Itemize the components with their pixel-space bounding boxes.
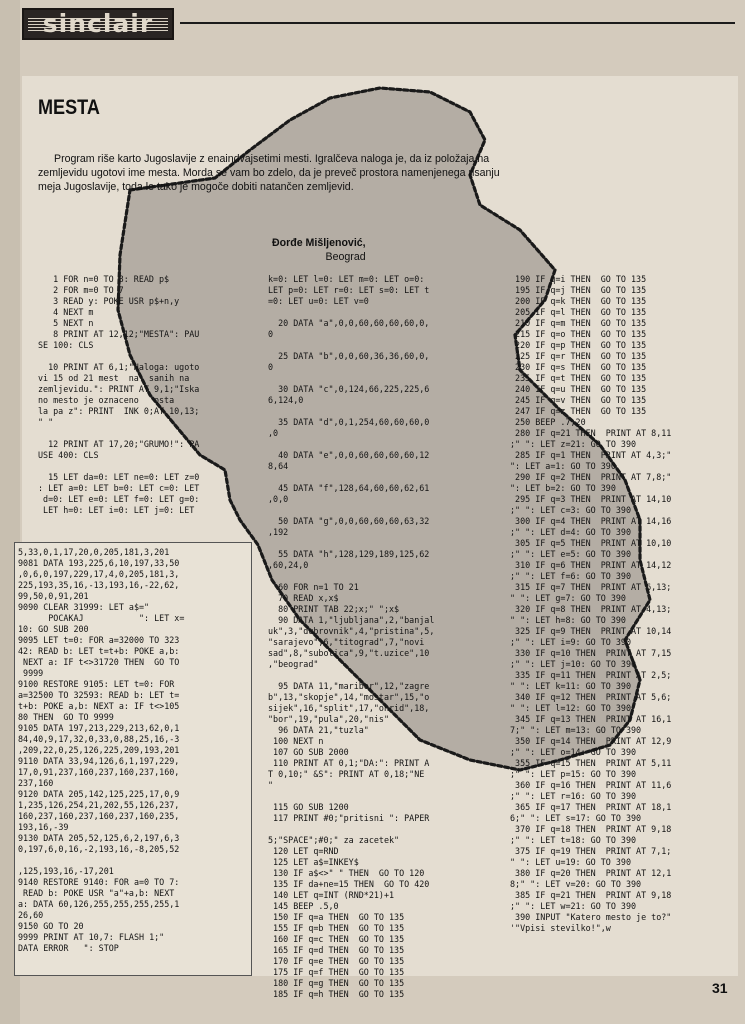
article-title: MESTA	[38, 96, 100, 119]
article-intro: Program riše karto Jugoslavije z enaindvajsetimi mesti. Igralčeva naloga je, da iz položaja na zemljevidu ugotovi ime mesta. Morda se vam bo zdelo, da je preveč prostora namenjenega risanju meja Jugoslavije, toda le tako je mogoče dobiti natančen zemljevid.	[38, 153, 500, 193]
author-city: Beograd	[325, 251, 366, 263]
author-name: Đorđe Mišljenović,	[272, 237, 366, 249]
listing-column-1: 1 FOR n=0 TO 8: READ p$ 2 FOR m=0 TO 7 3 READ y: POKE USR p$+n,y 4 NEXT m 5 NEXT n 8 PRINT AT 12,12;"MESTA": PAU SE 100: CLS 10 PRINT AT 6,1;"Naloga: ugoto vi 15 od 21 mest na sanih na zemljevidu.": PRINT AT 9,1;"Iska no mesto je oznaceno osta la pa z": PRINT INK 0;AT 10,13; " " 12 PRINT AT 17,20;"GRUMO!": PA USE 400: CLS 15 LET da=0: LET ne=0: LET z=0 : LET a=0: LET b=0: LET c=0: LET d=0: LET e=0: LET f=0: LET g=0: LET h=0: LET i=0: LET j=0: LET	[38, 274, 200, 515]
listing-column-3: 190 IF q=i THEN GO TO 135 195 IF q=j THEN GO TO 135 200 IF q=k THEN GO TO 135 205 IF q=l THEN GO TO 135 210 IF q=m THEN GO TO 135 215 IF q=o THEN GO TO 135 220 IF q=p THEN GO TO 135 225 IF q=r THEN GO TO 135 230 IF q=s THEN GO TO 135 235 IF q=t THEN GO TO 135 240 IF q=u THEN GO TO 135 245 IF q=v THEN GO TO 135 247 IF q=z THEN GO TO 135 250 BEEP .7,20 280 IF q=21 THEN PRINT AT 8,11 ;" ": LET z=21: GO TO 390 285 IF q=1 THEN PRINT AT 4,3;" ": LET a=1: GO TO 390 290 IF q=2 THEN PRINT AT 7,8;" ": LET b=2: GO TO 390 295 IF q=3 THEN PRINT AT 14,10 ;" ": LET c=3: GO TO 390 300 IF q=4 THEN PRINT AT 14,16 ;" ": LET d=4: GO TO 390 305 IF q=5 THEN PRINT AT 10,10 ;" ": LET e=5: GO TO 390 310 IF q=6 THEN PRINT AT 14,12 ;" ": LET f=6: GO TO 390 315 IF q=7 THEN PRINT AT 6,13; " ": LET g=7: GO TO 390 320 IF q=8 THEN PRINT AT 4,13; " ": LET h=8: GO TO 390 325 IF q=9 THEN PRINT AT 10,14 ;" ": LET i=9: GO TO 390 330 IF q=10 THEN PRINT AT 7,15 ;" ": LET j=10: GO TO 390 335 IF q=11 THEN PRINT AT 2,5; " ": LET k=11: GO TO 390 340 IF q=12 THEN PRINT AT 5,6; " ": LET l=12: GO TO 390 345 IF q=13 THEN PRINT AT 16,1 7;" ": LET m=13: GO TO 390 350 IF q=14 THEN PRINT AT 12,9 ;" ": LET o=14: GO TO 390 355 IF q=15 THEN PRINT AT 5,11 ;" ": LET p=15: GO TO 390 360 IF q=16 THEN PRINT AT 11,6 ;" ": LET r=16: GO TO 390 365 IF q=17 THEN PRINT AT 18,1 6;" ": LET s=17: GO TO 390 370 IF q=18 THEN PRINT AT 9,18 ;" ": LET t=18: GO TO 390 375 IF q=19 THEN PRINT AT 7,1; " ": LET u=19: GO TO 390 380 IF q=20 THEN PRINT AT 12,1 8;" ": LET v=20: GO TO 390 385 IF q=21 THEN PRINT AT 9,18 ;" ": LET w=21: GO TO 390 390 INPUT "Katero mesto je to?" '"Vpisi stevilko!",w	[510, 274, 672, 933]
page-number: 31	[712, 980, 728, 996]
logo-text: sinclair	[42, 9, 154, 38]
listing-column-4: 5,33,0,1,17,20,0,205,181,3,201 9081 DATA 193,225,6,10,197,33,50 ,0,6,0,197,229,17,4,0,205,181,3, 225,193,35,16,-13,193,16,-22,62, 99,50,0,91,201 9090 CLEAR 31999: LET a$=" POCAKAJ ": LET x= 10: GO SUB 200 9095 LET t=0: FOR a=32000 TO 323 42: READ b: LET t=t+b: POKE a,b: NEXT a: IF t<>31720 THEN GO TO 9999 9100 RESTORE 9105: LET t=0: FOR a=32500 TO 32593: READ b: LET t= t+b: POKE a,b: NEXT a: IF t<>105 80 THEN GO TO 9999 9105 DATA 197,213,229,213,62,0,1 84,40,9,17,32,0,33,0,88,25,16,-3 ,209,22,0,25,126,225,209,193,201 9110 DATA 33,94,126,6,1,197,229, 17,0,91,237,160,237,160,237,160, 237,160 9120 DATA 205,142,125,225,17,0,9 1,235,126,254,21,202,55,126,237, 160,237,160,237,160,237,160,235, 193,16,-39 9130 DATA 205,52,125,6,2,197,6,3 0,197,6,0,16,-2,193,16,-8,205,52 ,125,193,16,-17,201 9140 RESTORE 9140: FOR a=0 TO 7: READ b: POKE USR "a"+a,b: NEXT a: DATA 60,126,255,255,255,255,1 26,60 9150 GO TO 20 9999 PRINT AT 10,7: FLASH 1;" DATA ERROR ": STOP	[18, 547, 185, 953]
listing-column-2: k=0: LET l=0: LET m=0: LET o=0: LET p=0: LET r=0: LET s=0: LET t =0: LET u=0: LET v=0 20 DATA "a",0,0,60,60,60,60,0, 0 25 DATA "b",0,0,60,36,36,60,0, 0 30 DATA "c",0,124,66,225,225,6 6,124,0 35 DATA "d",0,1,254,60,60,60,0 ,0 40 DATA "e",0,0,60,60,60,60,12 8,64 45 DATA "f",128,64,60,60,62,61 ,0,0 50 DATA "g",0,0,60,60,60,63,32 ,192 55 DATA "h",128,129,189,125,62 ,60,24,0 60 FOR n=1 TO 21 70 READ x,x$ 80 PRINT TAB 22;x;" ";x$ 90 DATA 1,"ljubljana",2,"banjal uk",3,"dubrovnik",4,"pristina",5, "sarajevo",6,"titograd",7,"novi sad",8,"subotica",9,"t.uzice",10 ,"beograd" 95 DATA 11,"maribor",12,"zagre b",13,"skopje",14,"mostar",15,"o sijek",16,"split",17,"ohrid",18, "bor",19,"pula",20,"nis" 96 DATA 21,"tuzla" 100 NEXT n 107 GO SUB 2000 110 PRINT AT 0,1;"DA:": PRINT A T 0,10;" &S": PRINT AT 0,18;"NE " 115 GO SUB 1200 117 PRINT #0;"pritisni ": PAPER 5;"SPACE";#0;" za zacetek" 120 LET q=RND 125 LET a$=INKEY$ 130 IF a$<>" " THEN GO TO 120 135 IF da+ne=15 THEN GO TO 420 140 LET q=INT (RND*21)+1 145 BEEP .5,0 150 IF q=a THEN GO TO 135 155 IF q=b THEN GO TO 135 160 IF q=c THEN GO TO 135 165 IF q=d THEN GO TO 135 170 IF q=e THEN GO TO 135 175 IF q=f THEN GO TO 135 180 IF q=g THEN GO TO 135 185 IF q=h THEN GO TO 135	[268, 274, 435, 999]
author-byline	[272, 236, 366, 264]
